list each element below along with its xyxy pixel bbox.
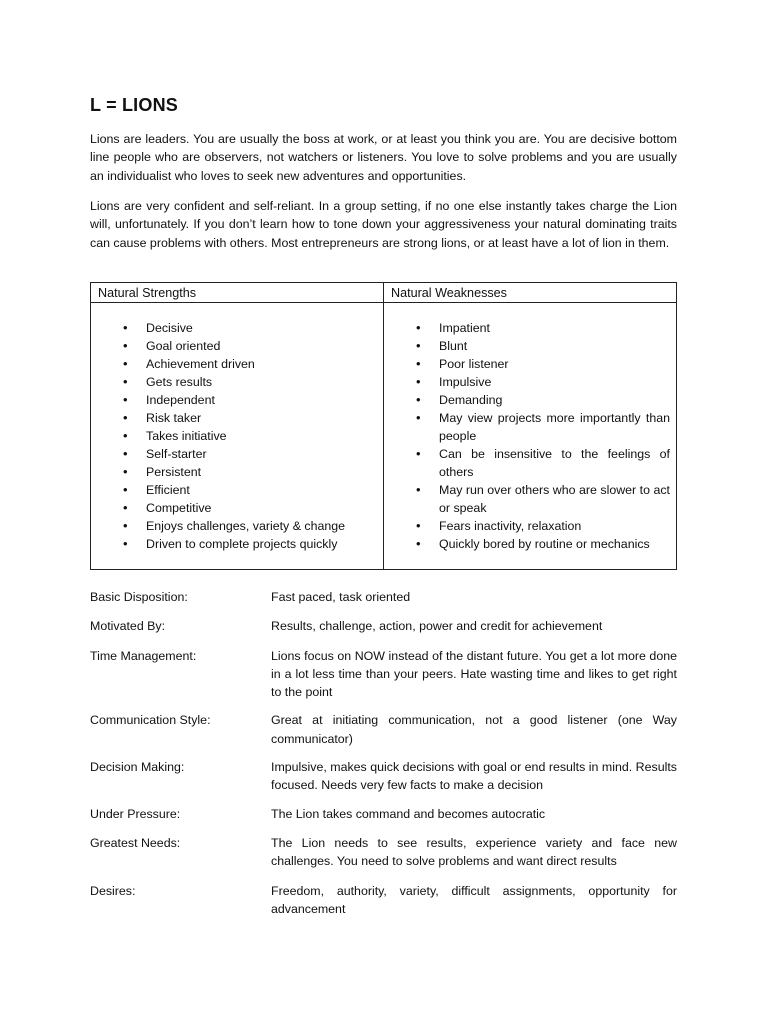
profile-label: Under Pressure: bbox=[90, 806, 181, 821]
strength-item: • Achievement driven bbox=[91, 355, 383, 373]
profile-row-basic-disposition bbox=[90, 588, 677, 606]
strengths-header: Natural Strengths bbox=[91, 283, 384, 303]
weakness-item: • Blunt bbox=[384, 337, 676, 355]
profile-label: Communication Style: bbox=[90, 713, 211, 728]
strength-item: • Gets results bbox=[91, 373, 383, 391]
strength-item: • Decisive bbox=[91, 319, 383, 337]
weakness-item: • Impatient bbox=[384, 319, 676, 337]
profile-value: Great at initiating communication, not a good listener (one Way communicator) bbox=[271, 713, 677, 746]
strength-item: • Enjoys challenges, variety & change bbox=[91, 517, 383, 535]
traits-table bbox=[90, 282, 677, 570]
profile-label: Time Management: bbox=[90, 648, 197, 663]
intro-paragraph-2: Lions are very confident and self-reliant. In a group setting, if no one else instantly takes charge the Lion will, unfortunately. If you don’t learn how to tone down your aggressiveness your natural dominating traits can cause problems with others. Most entrepreneurs are strong lions, or at least have a lot of lion in them. bbox=[90, 199, 677, 250]
weakness-item: • Poor listener bbox=[384, 355, 676, 373]
weakness-item: • May view projects more importantly than people bbox=[384, 409, 676, 445]
strength-item: • Persistent bbox=[91, 463, 383, 481]
profile-row-time-management bbox=[90, 647, 677, 702]
page-title: L = LIONS bbox=[90, 95, 178, 115]
strength-item: • Independent bbox=[91, 391, 383, 409]
profile-section bbox=[90, 588, 677, 918]
profile-value: The Lion takes command and becomes autocratic bbox=[271, 806, 546, 821]
strength-item: • Risk taker bbox=[91, 409, 383, 427]
profile-row-greatest-needs bbox=[90, 834, 677, 871]
profile-value: Lions focus on NOW instead of the distant future. You get a lot more done in a lot less time than your peers. Hate wasting time and likes to get right to the point bbox=[271, 648, 677, 700]
weakness-item: • Demanding bbox=[384, 391, 676, 409]
profile-row-desires bbox=[90, 882, 677, 919]
profile-row-under-pressure bbox=[90, 805, 677, 823]
profile-label: Decision Making: bbox=[90, 760, 185, 775]
profile-row-motivated-by bbox=[90, 617, 677, 635]
profile-value: The Lion needs to see results, experience variety and face new challenges. You need to solve problems and want direct results bbox=[271, 835, 677, 869]
weakness-item: • May run over others who are slower to act or speak bbox=[384, 481, 676, 517]
strength-item: • Competitive bbox=[91, 499, 383, 517]
weaknesses-header: Natural Weaknesses bbox=[384, 283, 676, 303]
weakness-item: • Quickly bored by routine or mechanics bbox=[384, 535, 676, 553]
profile-value: Impulsive, makes quick decisions with goal or end results in mind. Results focused. Needs very few facts to make a decision bbox=[271, 760, 677, 793]
strength-item: • Takes initiative bbox=[91, 427, 383, 445]
strength-item: • Goal oriented bbox=[91, 337, 383, 355]
strengths-list bbox=[91, 319, 383, 553]
profile-label: Desires: bbox=[90, 883, 136, 898]
profile-label: Greatest Needs: bbox=[90, 835, 181, 850]
strength-item: • Driven to complete projects quickly bbox=[91, 535, 383, 553]
strengths-cell bbox=[91, 303, 384, 569]
intro-paragraph-1: Lions are leaders. You are usually the boss at work, or at least you think you are. You are decisive bottom line people who are observers, not watchers or listeners. You love to solve problems and you are usually an individualist who loves to seek new adventures and opportunities. bbox=[90, 132, 677, 183]
profile-value: Results, challenge, action, power and credit for achievement bbox=[271, 619, 603, 634]
profile-label: Motivated By: bbox=[90, 619, 166, 634]
strength-item: • Self-starter bbox=[91, 445, 383, 463]
profile-value: Freedom, authority, variety, difficult assignments, opportunity for advancement bbox=[271, 883, 677, 916]
weakness-item: • Can be insensitive to the feelings of others bbox=[384, 445, 676, 481]
weakness-item: • Fears inactivity, relaxation bbox=[384, 517, 676, 535]
profile-value: Fast paced, task oriented bbox=[271, 590, 411, 604]
weakness-item: • Impulsive bbox=[384, 373, 676, 391]
profile-label: Basic Disposition: bbox=[90, 590, 188, 604]
weaknesses-cell bbox=[384, 303, 676, 569]
strength-item: • Efficient bbox=[91, 481, 383, 499]
profile-row-decision-making bbox=[90, 758, 677, 795]
profile-row-communication-style bbox=[90, 711, 677, 748]
weaknesses-list bbox=[384, 319, 676, 553]
